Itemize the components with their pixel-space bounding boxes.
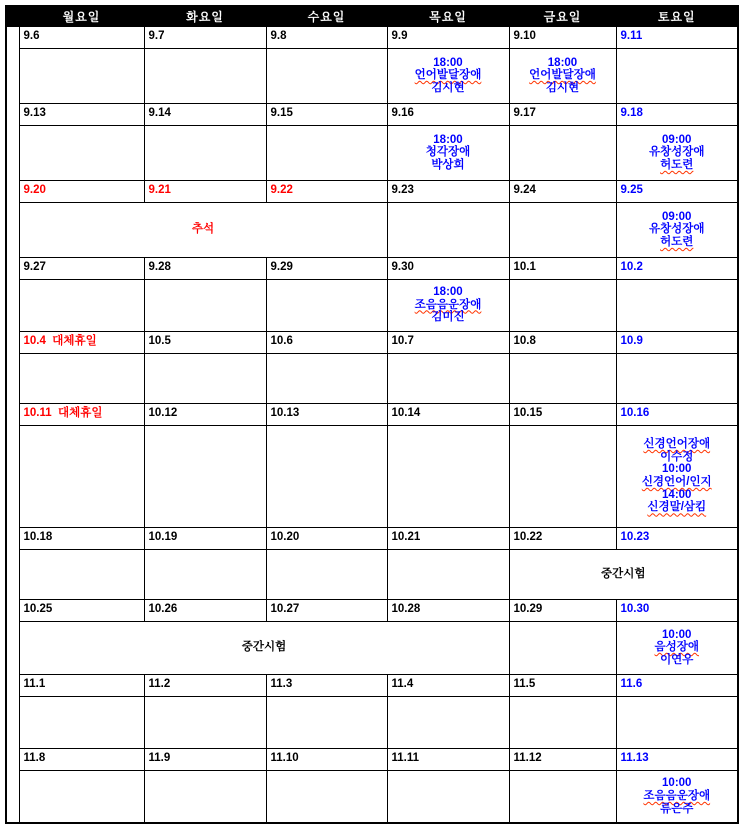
date-label: 9.9 — [391, 30, 408, 43]
event-cell[interactable] — [616, 125, 738, 180]
date-cell[interactable] — [387, 331, 509, 353]
date-label: 10.28 — [391, 603, 421, 616]
event-line: 박상희 — [431, 158, 465, 171]
event-line: 14:00 — [662, 488, 692, 501]
event-line: 추석 — [191, 223, 215, 236]
event-line: 중간시험 — [601, 567, 646, 580]
date-cell[interactable] — [387, 599, 509, 621]
event-line: 조음음운장애 — [643, 789, 711, 802]
day-header-friday: 금요일 — [509, 6, 616, 26]
week-5-date-row — [6, 331, 738, 353]
date-cell[interactable] — [144, 26, 266, 48]
event-cell[interactable] — [387, 48, 509, 103]
date-label: 10.23 — [620, 531, 650, 544]
calendar-table — [5, 5, 739, 824]
date-label: 9.27 — [23, 261, 46, 274]
date-cell[interactable] — [387, 674, 509, 696]
date-label: 9.15 — [270, 107, 293, 120]
calendar-body — [6, 26, 738, 823]
empty-cell[interactable] — [509, 696, 616, 748]
event-line: 이수정 — [660, 450, 694, 463]
date-cell[interactable] — [616, 103, 738, 125]
event-line: 이연우 — [660, 653, 694, 666]
date-cell[interactable] — [616, 748, 738, 770]
empty-cell[interactable] — [387, 549, 509, 599]
empty-cell[interactable] — [144, 353, 266, 403]
date-label: 10.7 — [391, 335, 414, 348]
empty-cell[interactable] — [19, 770, 144, 823]
event-line: 신경말/삼킴 — [647, 501, 707, 514]
event-line: 10:00 — [662, 777, 692, 790]
week-3-date-row — [6, 180, 738, 202]
date-cell[interactable] — [144, 748, 266, 770]
date-label: 10.27 — [270, 603, 300, 616]
date-cell[interactable] — [19, 103, 144, 125]
week-2-date-row — [6, 103, 738, 125]
date-cell[interactable] — [387, 748, 509, 770]
event-line: 허도련 — [660, 235, 694, 248]
date-cell[interactable] — [19, 674, 144, 696]
date-label: 10.8 — [513, 335, 536, 348]
date-label: 11.13 — [620, 752, 649, 765]
date-cell[interactable] — [144, 403, 266, 425]
event-cell[interactable] — [509, 549, 738, 599]
empty-cell[interactable] — [509, 770, 616, 823]
event-cell[interactable] — [616, 770, 738, 823]
date-cell[interactable] — [19, 599, 144, 621]
date-cell[interactable] — [509, 26, 616, 48]
date-label: 11.6 — [620, 678, 643, 691]
event-line: 김시현 — [545, 81, 580, 94]
date-cell[interactable] — [509, 527, 616, 549]
week-1-event-row — [6, 48, 738, 103]
event-line: 김시현 — [431, 81, 465, 94]
event-line: 청각장애 — [425, 146, 471, 159]
date-label: 10.12 — [148, 407, 178, 420]
date-label: 10.29 — [513, 603, 543, 616]
date-label: 11.2 — [148, 678, 171, 691]
event-line: 09:00 — [662, 210, 692, 223]
date-cell[interactable] — [266, 180, 387, 202]
left-gutter — [6, 26, 19, 823]
event-lines — [617, 211, 738, 249]
event-line: 18:00 — [433, 133, 463, 146]
date-cell[interactable] — [266, 257, 387, 279]
empty-cell[interactable] — [266, 125, 387, 180]
week-4-event-row — [6, 279, 738, 331]
empty-cell[interactable] — [266, 279, 387, 331]
date-label: 9.7 — [148, 30, 165, 43]
date-label: 11.12 — [513, 752, 542, 765]
date-label: 9.14 — [148, 107, 171, 120]
date-label: 10.22 — [513, 531, 543, 544]
date-label: 9.18 — [620, 107, 643, 120]
event-lines — [617, 438, 738, 514]
date-cell[interactable] — [266, 103, 387, 125]
date-cell[interactable] — [616, 180, 738, 202]
empty-cell[interactable] — [144, 125, 266, 180]
empty-cell[interactable] — [616, 696, 738, 748]
date-cell[interactable] — [19, 331, 144, 353]
date-cell[interactable] — [387, 103, 509, 125]
empty-cell[interactable] — [266, 770, 387, 823]
date-cell[interactable] — [144, 257, 266, 279]
event-line: 류은주 — [660, 802, 694, 815]
date-cell[interactable] — [509, 331, 616, 353]
date-label: 10.14 — [391, 407, 421, 420]
empty-cell[interactable] — [19, 48, 144, 103]
week-9-date-row — [6, 674, 738, 696]
date-label: 10.15 — [513, 407, 543, 420]
date-label: 10.2 — [620, 261, 643, 274]
empty-cell[interactable] — [144, 696, 266, 748]
week-7-date-row — [6, 527, 738, 549]
date-cell[interactable] — [387, 26, 509, 48]
event-line: 조음음운장애 — [414, 298, 482, 311]
date-cell[interactable] — [387, 527, 509, 549]
date-cell[interactable] — [387, 257, 509, 279]
date-cell[interactable] — [144, 180, 266, 202]
date-label: 9.13 — [23, 107, 46, 120]
date-cell[interactable] — [266, 331, 387, 353]
date-label: 9.24 — [513, 184, 536, 197]
date-label: 10.18 — [23, 531, 53, 544]
week-5-event-row — [6, 353, 738, 403]
empty-cell[interactable] — [616, 353, 738, 403]
date-cell[interactable] — [144, 599, 266, 621]
event-line: 신경언어/인지 — [641, 476, 712, 488]
date-cell[interactable] — [266, 403, 387, 425]
date-label: 11.10 — [270, 752, 299, 765]
corner-cell — [6, 6, 19, 26]
event-cell[interactable] — [19, 202, 387, 257]
date-label: 10.9 — [620, 335, 643, 348]
date-label: 10.25 — [23, 603, 53, 616]
event-cell[interactable] — [387, 125, 509, 180]
empty-cell[interactable] — [144, 549, 266, 599]
date-cell[interactable] — [266, 748, 387, 770]
date-cell[interactable] — [19, 527, 144, 549]
date-label: 11.4 — [391, 678, 414, 691]
date-label: 11.8 — [23, 752, 46, 765]
date-label: 11.9 — [148, 752, 171, 765]
empty-cell[interactable] — [509, 202, 616, 257]
date-label: 11.1 — [23, 678, 46, 691]
event-line: 유창성장애 — [648, 146, 705, 159]
empty-cell[interactable] — [19, 696, 144, 748]
date-cell[interactable] — [509, 599, 616, 621]
week-6-event-row — [6, 425, 738, 527]
event-lines — [388, 57, 509, 95]
event-line: 중간시험 — [241, 641, 287, 654]
empty-cell[interactable] — [266, 549, 387, 599]
empty-cell[interactable] — [144, 279, 266, 331]
event-lines — [617, 777, 738, 815]
week-6-date-row — [6, 403, 738, 425]
date-label: 10.11 대체휴일 — [23, 407, 103, 420]
date-cell[interactable] — [509, 674, 616, 696]
event-lines — [510, 57, 616, 95]
date-label: 10.4 대체휴일 — [23, 335, 97, 348]
date-label: 10.5 — [148, 335, 171, 348]
event-line: 18:00 — [433, 56, 463, 69]
date-cell[interactable] — [616, 257, 738, 279]
day-header-tuesday: 화요일 — [144, 6, 266, 26]
date-label: 10.1 — [513, 261, 536, 274]
event-line: 신경언어장애 — [643, 438, 711, 451]
date-cell[interactable] — [509, 180, 616, 202]
empty-cell[interactable] — [616, 279, 738, 331]
date-cell[interactable] — [616, 527, 738, 549]
event-line: 김미진 — [431, 311, 465, 324]
empty-cell[interactable] — [387, 425, 509, 527]
event-lines — [388, 286, 509, 324]
date-label: 9.20 — [23, 184, 46, 197]
event-line: 음성장애 — [654, 641, 699, 654]
empty-cell[interactable] — [509, 125, 616, 180]
week-2-event-row — [6, 125, 738, 180]
week-4-date-row — [6, 257, 738, 279]
event-line: 18:00 — [547, 56, 578, 69]
empty-cell[interactable] — [616, 48, 738, 103]
day-header-monday: 월요일 — [19, 6, 144, 26]
date-cell[interactable] — [266, 599, 387, 621]
day-header-thursday: 목요일 — [387, 6, 509, 26]
date-label: 9.23 — [391, 184, 414, 197]
date-label: 9.16 — [391, 107, 414, 120]
event-line: 유창성장애 — [648, 223, 705, 236]
date-label: 10.13 — [270, 407, 300, 420]
empty-cell[interactable] — [266, 353, 387, 403]
date-cell[interactable] — [19, 257, 144, 279]
empty-cell[interactable] — [19, 425, 144, 527]
empty-cell[interactable] — [266, 425, 387, 527]
date-label: 9.22 — [270, 184, 293, 197]
week-3-event-row — [6, 202, 738, 257]
event-cell[interactable] — [616, 202, 738, 257]
event-line: 09:00 — [662, 133, 692, 146]
date-label: 9.17 — [513, 107, 536, 120]
date-cell[interactable] — [19, 748, 144, 770]
empty-cell[interactable] — [144, 425, 266, 527]
week-8-date-row — [6, 599, 738, 621]
empty-cell[interactable] — [509, 621, 616, 674]
week-8-event-row — [6, 621, 738, 674]
date-cell[interactable] — [144, 331, 266, 353]
event-lines — [20, 641, 509, 654]
empty-cell[interactable] — [266, 696, 387, 748]
empty-cell[interactable] — [19, 549, 144, 599]
empty-cell[interactable] — [19, 279, 144, 331]
day-header-row — [6, 6, 738, 26]
event-lines — [617, 629, 738, 667]
date-cell[interactable] — [509, 748, 616, 770]
empty-cell[interactable] — [266, 48, 387, 103]
empty-cell[interactable] — [509, 279, 616, 331]
date-label: 10.16 — [620, 407, 650, 420]
event-line: 10:00 — [662, 463, 692, 476]
empty-cell[interactable] — [144, 48, 266, 103]
date-label: 11.3 — [270, 678, 293, 691]
event-line: 언어발달장애 — [414, 69, 482, 82]
event-line: 10:00 — [662, 628, 692, 641]
event-cell[interactable] — [616, 425, 738, 527]
date-cell[interactable] — [509, 403, 616, 425]
event-cell[interactable] — [509, 48, 616, 103]
week-1-date-row — [6, 26, 738, 48]
date-label: 9.28 — [148, 261, 171, 274]
empty-cell[interactable] — [387, 770, 509, 823]
date-label: 10.6 — [270, 335, 293, 348]
empty-cell[interactable] — [387, 353, 509, 403]
empty-cell[interactable] — [19, 353, 144, 403]
empty-cell[interactable] — [509, 425, 616, 527]
date-cell[interactable] — [19, 180, 144, 202]
date-label: 9.11 — [620, 30, 643, 43]
date-label: 9.21 — [148, 184, 171, 197]
date-label: 9.29 — [270, 261, 293, 274]
event-cell[interactable] — [387, 279, 509, 331]
event-cell[interactable] — [19, 621, 509, 674]
week-7-event-row — [6, 549, 738, 599]
date-cell[interactable] — [387, 180, 509, 202]
event-lines — [617, 134, 738, 172]
day-header-saturday: 토요일 — [616, 6, 738, 26]
date-cell[interactable] — [266, 674, 387, 696]
event-line: 언어발달장애 — [529, 69, 596, 82]
date-label: 10.30 — [620, 603, 650, 616]
date-label: 10.19 — [148, 531, 178, 544]
date-cell[interactable] — [616, 674, 738, 696]
empty-cell[interactable] — [387, 202, 509, 257]
event-line: 18:00 — [433, 286, 463, 299]
empty-cell[interactable] — [509, 353, 616, 403]
date-cell[interactable] — [387, 403, 509, 425]
day-header-wednesday: 수요일 — [266, 6, 387, 26]
week-10-date-row — [6, 748, 738, 770]
date-label: 10.26 — [148, 603, 178, 616]
date-cell[interactable] — [19, 26, 144, 48]
date-label: 9.6 — [23, 30, 40, 43]
date-cell[interactable] — [509, 257, 616, 279]
date-label: 9.8 — [270, 30, 287, 43]
date-label: 9.30 — [391, 261, 414, 274]
date-cell[interactable] — [509, 103, 616, 125]
empty-cell[interactable] — [19, 125, 144, 180]
date-cell[interactable] — [144, 527, 266, 549]
date-label: 9.25 — [620, 184, 643, 197]
date-cell[interactable] — [616, 599, 738, 621]
event-lines — [510, 568, 738, 581]
date-cell[interactable] — [19, 403, 144, 425]
week-9-event-row — [6, 696, 738, 748]
date-cell[interactable] — [266, 527, 387, 549]
event-lines — [20, 223, 387, 236]
date-cell[interactable] — [144, 674, 266, 696]
date-cell[interactable] — [616, 331, 738, 353]
empty-cell[interactable] — [387, 696, 509, 748]
date-cell[interactable] — [266, 26, 387, 48]
date-label: 9.10 — [513, 30, 536, 43]
week-10-event-row — [6, 770, 738, 823]
empty-cell[interactable] — [144, 770, 266, 823]
date-cell[interactable] — [144, 103, 266, 125]
date-label: 10.21 — [391, 531, 421, 544]
event-lines — [388, 134, 509, 172]
date-label: 11.5 — [513, 678, 536, 691]
event-line: 허도련 — [660, 158, 694, 171]
date-label: 10.20 — [270, 531, 300, 544]
date-label: 11.11 — [391, 752, 420, 765]
date-cell[interactable] — [616, 26, 738, 48]
date-cell[interactable] — [616, 403, 738, 425]
event-cell[interactable] — [616, 621, 738, 674]
